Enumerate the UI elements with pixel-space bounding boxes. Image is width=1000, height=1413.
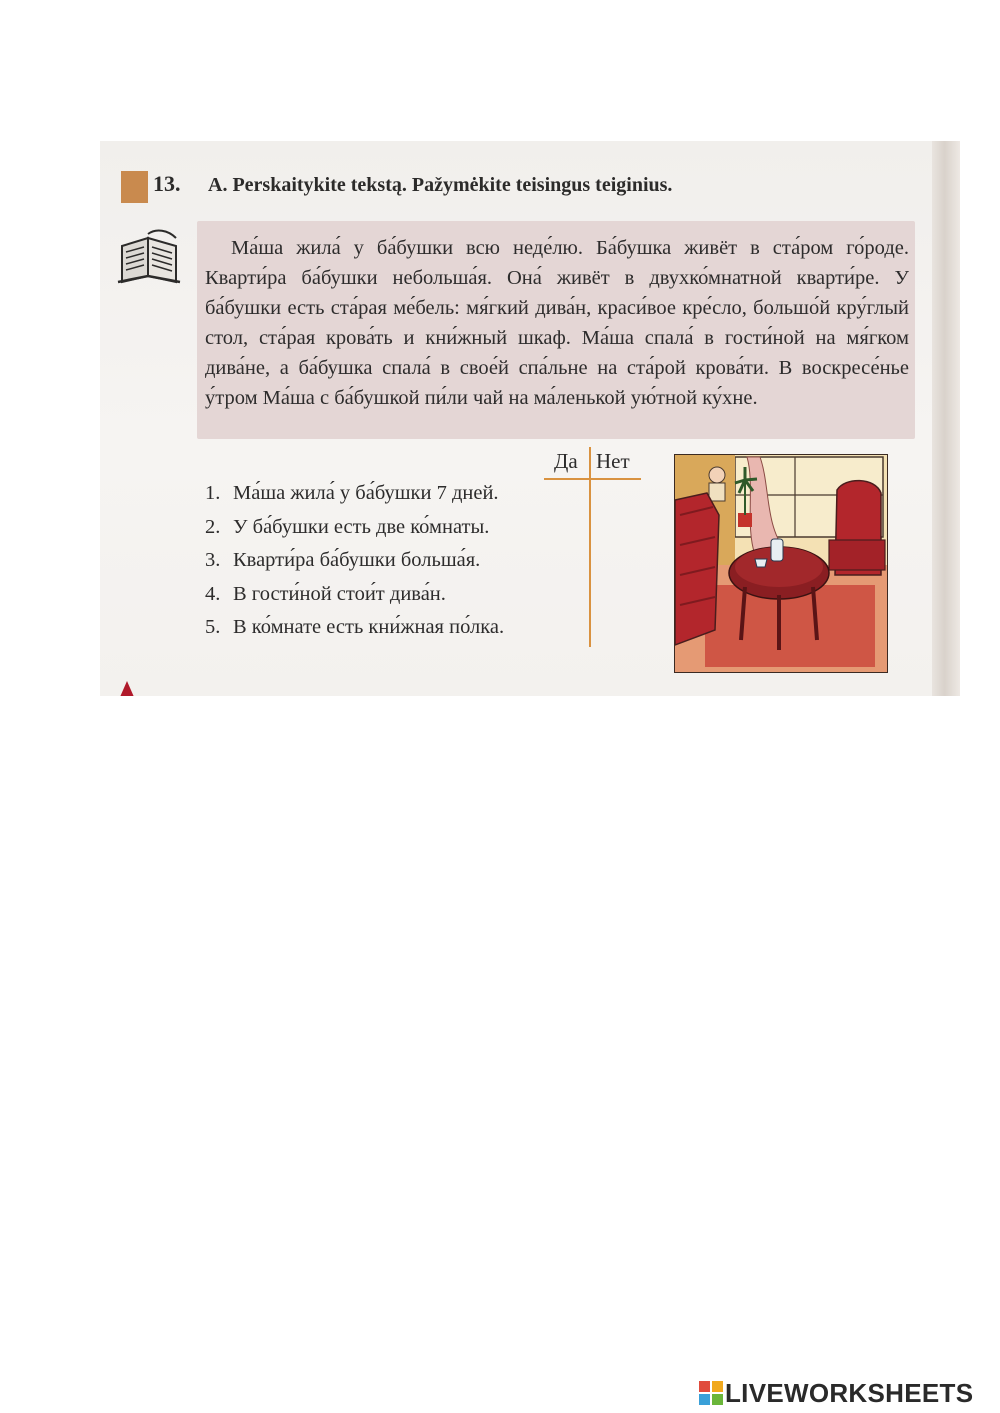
open-book-icon [114, 226, 184, 286]
statement-number: 1. [205, 482, 221, 504]
liveworksheets-logo-text: LIVEWORKSHEETS [725, 1377, 974, 1408]
statement-number: 2. [205, 515, 221, 538]
statement-item [205, 578, 504, 612]
statement-list [205, 477, 504, 645]
exercise-instruction: A. Perskaitykite tekstą. Pažymėkite teisingus teiginius. [208, 174, 673, 196]
living-room-illustration [674, 454, 888, 673]
scanned-exercise-page [100, 141, 960, 696]
answer-table-header-line [544, 478, 641, 480]
statement-text: Ма́ша жила́ у ба́бушки 7 дней. [233, 482, 499, 504]
statement-number: 5. [205, 616, 221, 638]
statement-number: 4. [205, 582, 221, 605]
exercise-number-marker [121, 171, 148, 203]
liveworksheets-logo [698, 1378, 973, 1408]
statement-item [205, 544, 504, 578]
statement-text: Кварти́ра ба́бушки больша́я. [233, 549, 481, 571]
liveworksheets-logo-icon [698, 1380, 724, 1406]
answer-table-divider [589, 447, 591, 647]
exercise-number: 13. [153, 171, 181, 196]
page-fold-edge [932, 141, 960, 696]
statement-text: У ба́бушки есть две ко́мнаты. [233, 515, 490, 538]
statement-text: В гости́ной стои́т дива́н. [233, 582, 446, 605]
statement-item [205, 511, 504, 545]
bookmark-mark [120, 681, 134, 696]
statement-text: В ко́мнате есть кни́жная по́лка. [233, 616, 505, 638]
answer-column-yes: Да [554, 449, 578, 473]
statement-number: 3. [205, 549, 221, 571]
reading-text: Ма́ша жила́ у ба́бушки всю неде́лю. Ба́бушка живёт в ста́ром го́роде. Кварти́ра ба́бушки небольша́я. Она́ живёт в двухко́мнатной кварти́ре. У ба́бушки есть ста́рая ме́бель: мя́гкий дива́н, краси́вое кре́сло, большо́й кру́глый стол, ста́рая крова́ть и кни́жный шкаф. Ма́ша спала́ в гости́ной на мя́гком дива́не, а ба́бушка спала́ в свое́й спа́льне на ста́рой крова́ти. В воскресе́нье у́тром Ма́ша с ба́бушкой пи́ли чай на ма́ленькой ую́тной ку́хне. [205, 237, 909, 409]
reading-text-box [197, 221, 915, 439]
statement-item [205, 477, 504, 511]
answer-column-no: Нет [596, 449, 630, 473]
statement-item [205, 611, 504, 645]
